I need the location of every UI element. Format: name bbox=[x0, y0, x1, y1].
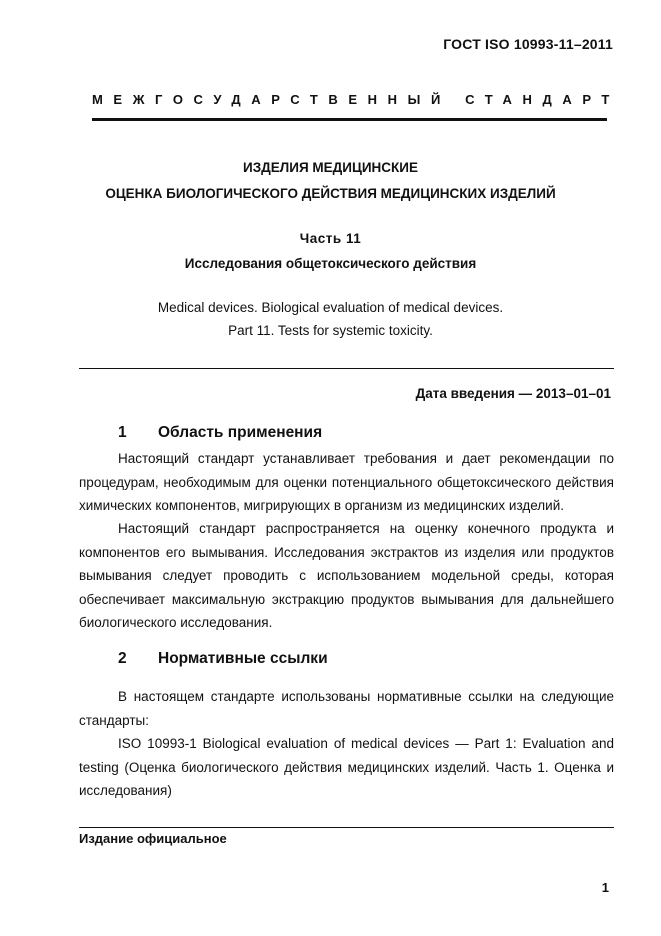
footer-rule bbox=[79, 827, 614, 828]
section-1-heading bbox=[118, 424, 322, 442]
title-separator bbox=[79, 368, 614, 369]
title-line-2: ОЦЕНКА БИОЛОГИЧЕСКОГО ДЕЙСТВИЯ МЕДИЦИНСКИХ ИЗДЕЛИЙ bbox=[105, 186, 556, 201]
section-2-paragraph-2: ISO 10993-1 Biological evaluation of medical devices — Part 1: Evaluation and testing (Оценка биологического действия медицинских изделий. Часть 1. Оценка и исследования) bbox=[79, 736, 614, 799]
header-rule bbox=[92, 118, 607, 121]
english-title-line-1: Medical devices. Biological evaluation of medical devices. bbox=[157, 300, 504, 315]
standard-type-heading: МЕЖГОСУДАРСТВЕННЫЙ СТАНДАРТ bbox=[92, 92, 620, 107]
section-1-paragraph-2: Настоящий стандарт распространяется на оценку конечного продукта и компонентов его вымывания. Исследования экстрактов из изделия или продуктов вымывания следует проводить с использованием модельной среды, которая обеспечивает максимальную экстракцию продуктов вымывания для дальнейшего биологического исследования. bbox=[79, 521, 614, 631]
section-2-paragraph-1: В настоящем стандарте использованы нормативные ссылки на следующие стандарты: bbox=[79, 689, 614, 728]
section-2-title: Нормативные ссылки bbox=[158, 650, 328, 667]
section-2-heading bbox=[118, 650, 328, 668]
section-1-title: Область применения bbox=[158, 424, 323, 441]
subtitle: Исследования общетоксического действия bbox=[184, 256, 477, 271]
official-edition-label: Издание официальное bbox=[79, 831, 227, 846]
english-title-line-2: Part 11. Tests for systemic toxicity. bbox=[228, 323, 433, 338]
section-1-paragraph-1: Настоящий стандарт устанавливает требования и дает рекомендации по процедурам, необходимым для оценки потенциального общетоксического действия химических компонентов, мигрирующих в организм из медицинских изделий. bbox=[79, 451, 614, 514]
section-1-number: 1 bbox=[118, 424, 127, 441]
section-2-number: 2 bbox=[118, 650, 127, 667]
introduction-date: Дата введения — 2013–01–01 bbox=[415, 386, 611, 401]
part-number: Часть 11 bbox=[299, 231, 362, 246]
title-line-1: ИЗДЕЛИЯ МЕДИЦИНСКИЕ bbox=[243, 160, 418, 175]
document-code: ГОСТ ISO 10993-11–2011 bbox=[443, 36, 613, 52]
page-number: 1 bbox=[601, 880, 609, 895]
